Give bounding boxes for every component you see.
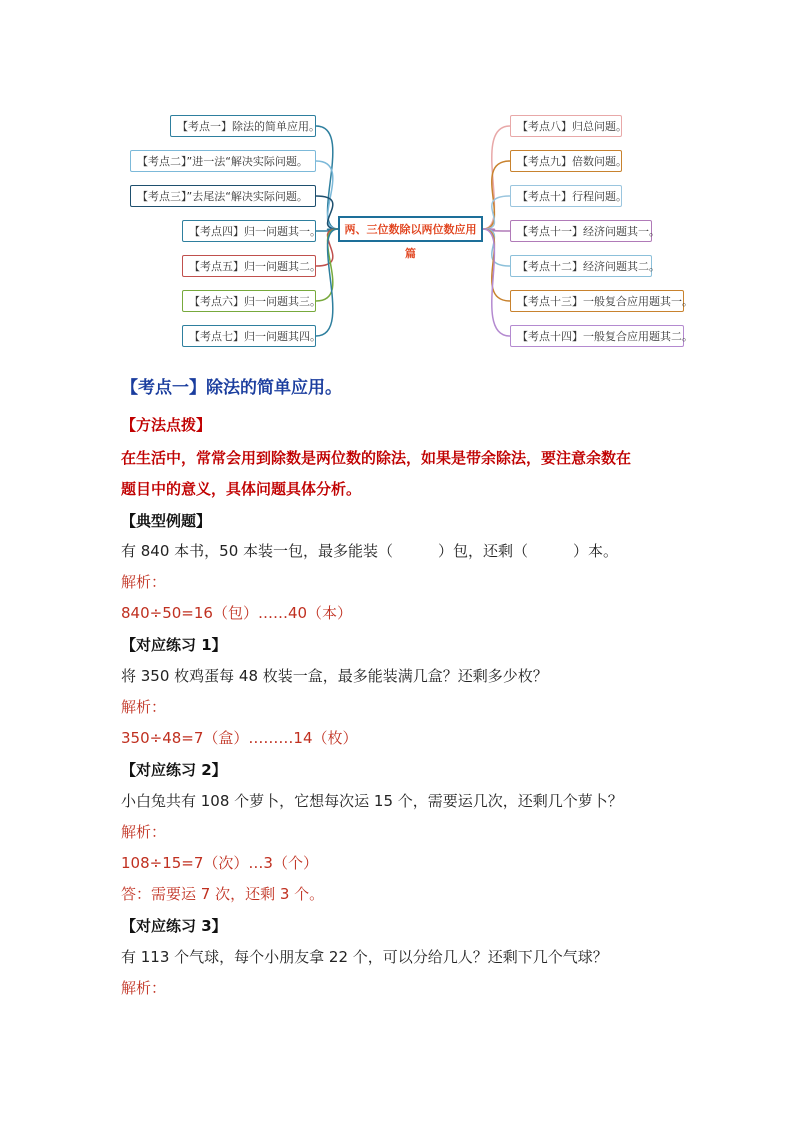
exercise-3-jiexi-label: 解析： <box>121 979 167 997</box>
method-text-line-2: 题目中的意义，具体问题具体分析。 <box>121 480 362 498</box>
mind-map-node-right-6: 【考点十三】一般复合应用题其一。 <box>510 290 684 312</box>
mind-map <box>0 100 794 360</box>
section-heading: 【考点一】除法的简单应用。 <box>121 378 342 398</box>
mind-map-center: 两、三位数除以两位数应用篇 <box>338 216 483 242</box>
mind-map-connector-right-7 <box>483 229 510 336</box>
exercise-2-question: 小白兔共有 108 个萝卜，它想每次运 15 个，需要运几次，还剩几个萝卜？ <box>121 792 623 810</box>
exercise-2-answer: 108÷15=7（次）…3（个） <box>121 854 318 872</box>
mind-map-connector-right-2 <box>483 161 510 229</box>
mind-map-node-right-1: 【考点八】归总问题。 <box>510 115 622 137</box>
mind-map-connector-right-1 <box>483 126 510 229</box>
mind-map-node-left-4: 【考点四】归一问题其一。 <box>182 220 316 242</box>
exercise-3-title: 【对应练习 3】 <box>121 917 227 935</box>
mind-map-node-left-1: 【考点一】除法的简单应用。 <box>170 115 316 137</box>
mind-map-node-left-3: 【考点三】”去尾法“解决实际问题。 <box>130 185 316 207</box>
exercise-3-question: 有 113 个气球，每个小朋友拿 22 个，可以分给几人？还剩下几个气球？ <box>121 948 608 966</box>
mind-map-connector-right-3 <box>483 196 510 229</box>
mind-map-node-right-3: 【考点十】行程问题。 <box>510 185 622 207</box>
mind-map-node-left-7: 【考点七】归一问题其四。 <box>182 325 316 347</box>
mind-map-node-right-2: 【考点九】倍数问题。 <box>510 150 622 172</box>
example-answer: 840÷50=16（包）……40（本） <box>121 604 353 622</box>
example-question: 有 840 本书，50 本装一包，最多能装（ ）包，还剩（ ）本。 <box>121 542 619 560</box>
mind-map-node-left-2: 【考点二】”进一法“解决实际问题。 <box>130 150 316 172</box>
exercise-1-question: 将 350 枚鸡蛋每 48 枚装一盒，最多能装满几盒？还剩多少枚？ <box>121 667 548 685</box>
mind-map-node-right-4: 【考点十一】经济问题其一。 <box>510 220 652 242</box>
exercise-2-final-answer: 答：需要运 7 次，还剩 3 个。 <box>121 885 325 903</box>
mind-map-connector-left-7 <box>316 229 338 336</box>
mind-map-connector-left-2 <box>316 161 338 229</box>
example-title: 【典型例题】 <box>121 512 212 530</box>
mind-map-connector-right-5 <box>483 229 510 266</box>
mind-map-node-right-5: 【考点十二】经济问题其二。 <box>510 255 652 277</box>
exercise-1-title: 【对应练习 1】 <box>121 636 227 654</box>
mind-map-connector-right-6 <box>483 229 510 301</box>
exercise-1-answer: 350÷48=7（盒）………14（枚） <box>121 729 358 747</box>
method-title: 【方法点拨】 <box>121 416 212 434</box>
mind-map-node-left-5: 【考点五】归一问题其二。 <box>182 255 316 277</box>
exercise-2-title: 【对应练习 2】 <box>121 761 227 779</box>
exercise-1-jiexi-label: 解析： <box>121 698 167 716</box>
example-jiexi-label: 解析： <box>121 573 167 591</box>
exercise-2-jiexi-label: 解析： <box>121 823 167 841</box>
method-text-line-1: 在生活中，常常会用到除数是两位数的除法，如果是带余除法，要注意余数在 <box>121 449 632 467</box>
mind-map-node-right-7: 【考点十四】一般复合应用题其二。 <box>510 325 684 347</box>
mind-map-node-left-6: 【考点六】归一问题其三。 <box>182 290 316 312</box>
